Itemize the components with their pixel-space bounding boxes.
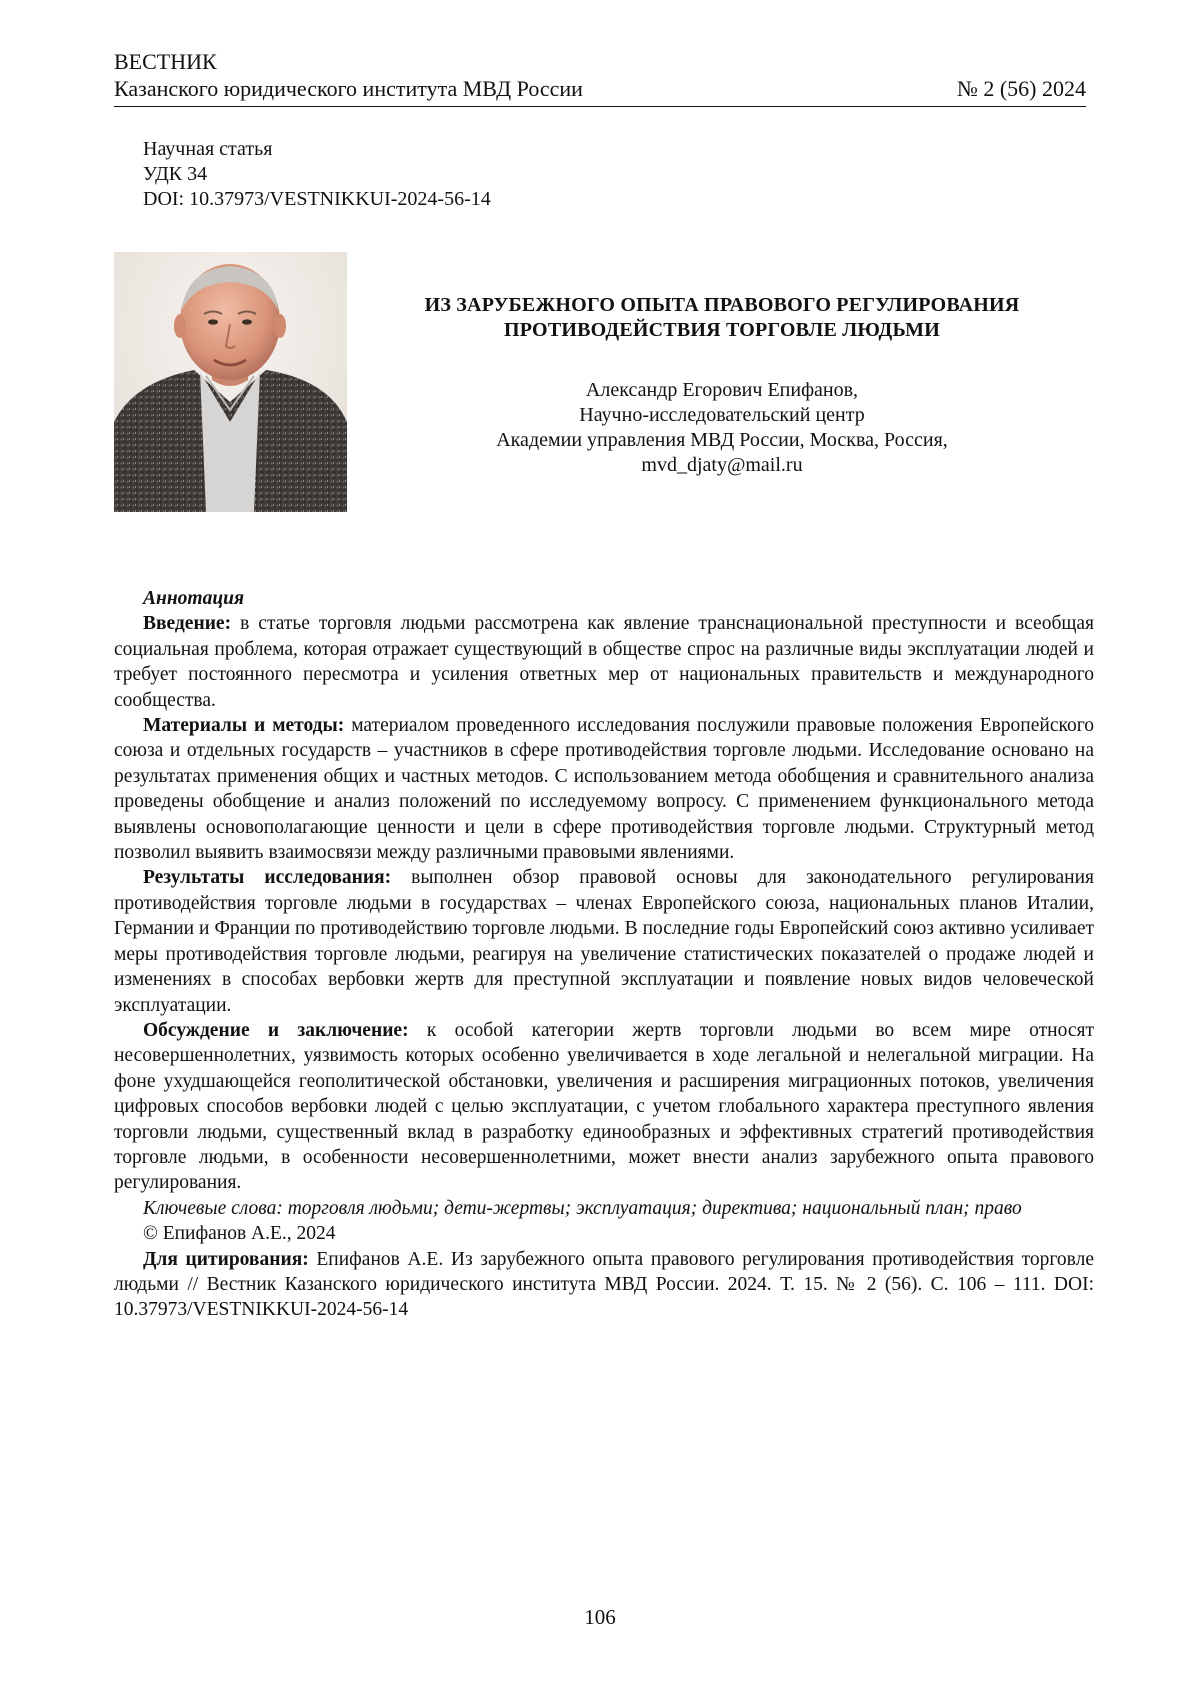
abstract-methods [114,713,1094,865]
article-title [350,293,1094,343]
author-info [350,378,1094,478]
author-email: mvd_djaty@mail.ru [641,454,803,476]
introduction-label: Введение: [143,613,232,635]
journal-title-line1: ВЕСТНИК [114,49,217,74]
abstract-section [114,586,1094,1323]
discussion-text: к особой категории жертв торговли людьми во всем мире относят несовершеннолетних, уязвимость которых особенно увеличивается в ходе легальной и нелегальной миграции. На фоне ухудшающейся геополитической обстановки, увеличения и расширения миграционных потоков, увеличения цифровых способов вербовки людей с целью эксплуатации, с учетом глобального характера преступного явления торговли людьми, существенный вклад в разработку единообразных и эффективных стратегий противодействия торговле людьми, в особенности несовершеннолетними, может внести анализ зарубежного опыта правового регулирования. [114,1019,1094,1194]
author-portrait-image [114,252,347,512]
doi: DOI: 10.37973/VESTNIKKUI-2024-56-14 [143,188,491,210]
author-org-line2: Академии управления МВД России, Москва, Россия, [496,429,948,451]
introduction-text: в статье торговля людьми рассмотрена как явление транснациональной преступности и всеобщая социальная проблема, которая отражает существующий в обществе спрос на различные виды эксплуатации людей и требует постоянного пересмотра и усиления ответных мер от национальных правительств и международного сообщества. [114,613,1094,711]
abstract-results [114,865,1094,1017]
citation-label: Для цитирования: [143,1248,309,1270]
page-number: 106 [584,1605,616,1629]
issue-number: № 2 (56) 2024 [956,76,1086,101]
article-title-line1: ИЗ ЗАРУБЕЖНОГО ОПЫТА ПРАВОВОГО РЕГУЛИРОВАНИЯ [424,294,1020,316]
abstract-introduction [114,611,1094,713]
methods-label: Материалы и методы: [143,715,345,737]
article-title-line2: ПРОТИВОДЕЙСТВИЯ ТОРГОВЛЕ ЛЮДЬМИ [504,319,940,341]
methods-text: материалом проведенного исследования послужили правовые положения Европейского союза и отдельных государств – участников в сфере противодействия торговле людьми. Исследование основано на результатах применения общих и частных методов. С использованием метода обобщения и сравнительного анализа проведены обобщение и анализ положений по исследуемому вопросу. С применением функционального метода выявлены основополагающие ценности и цели в сфере противодействия торговле людьми. Структурный метод позволил выявить взаимосвязи между различными правовыми явлениями. [114,715,1094,864]
author-name: Александр Егорович Епифанов, [585,379,859,401]
author-org-line1: Научно-исследовательский центр [579,404,865,426]
article-meta [143,137,491,212]
abstract-discussion [114,1018,1094,1196]
citation-text: Епифанов А.Е. Из зарубежного опыта правового регулирования противодействия торговле людьми // Вестник Казанского юридического института МВД России. 2024. Т. 15. № 2 (56). С. 106 – 111. DOI: 10.37973/VESTNIKKUI-2024-56-14 [114,1248,1094,1321]
abstract-heading: Аннотация [143,588,245,609]
copyright: © Епифанов А.Е., 2024 [143,1223,336,1245]
keywords: Ключевые слова: торговля людьми; дети-жертвы; эксплуатация; директива; национальный план; право [143,1197,1022,1219]
author-photo [114,252,347,512]
journal-title-line2: Казанского юридического института МВД России [114,76,583,101]
udk-code: УДК 34 [143,163,208,185]
title-block [350,293,1094,478]
citation [114,1247,1094,1323]
journal-header [114,49,1086,107]
article-type: Научная статья [143,138,273,160]
journal-header-row [114,75,1086,106]
results-text: выполнен обзор правовой основы для законодательного регулирования противодействия торговле людьми в государствах – членах Европейского союза, национальных планов Италии, Германии и Франции по противодействию торговле людьми. В последние годы Европейский союз активно усиливает меры противодействия торговле людьми, реагируя на увеличение статистических показателей о продаже людей и изменениях в способах вербовки жертв для преступной эксплуатации и появление новых видов человеческой эксплуатации. [114,867,1094,1016]
results-label: Результаты исследования: [143,867,392,889]
discussion-label: Обсуждение и заключение: [143,1019,409,1041]
